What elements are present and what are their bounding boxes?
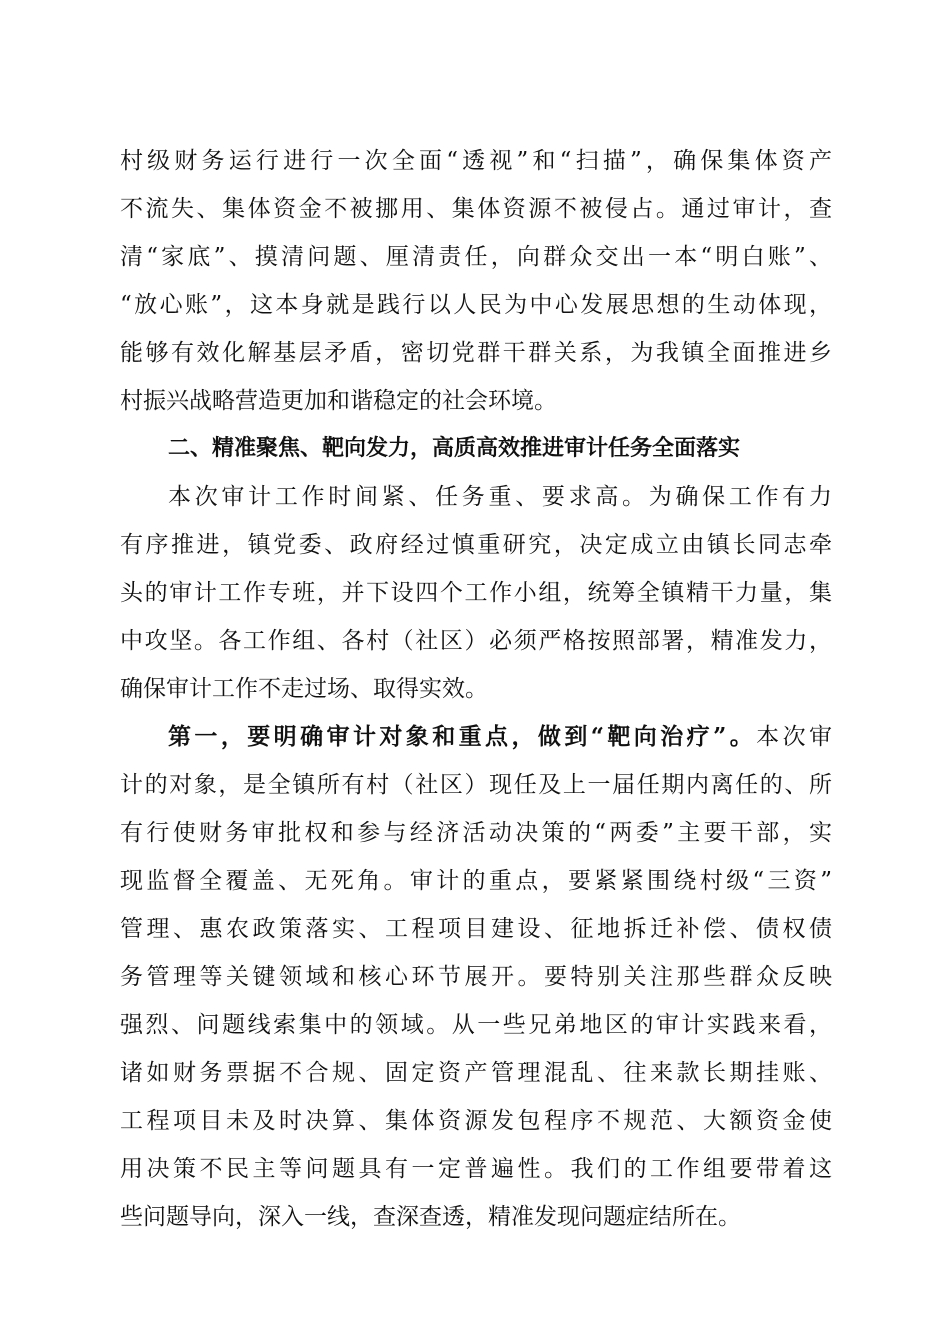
text-line: 管理、惠农政策落实、工程项目建设、征地拆迁补偿、债权债 — [120, 916, 832, 942]
paragraph-work-arrangement — [120, 473, 832, 713]
text-line: 中攻坚。各工作组、各村（社区）必须严格按照部署，精准发力， — [120, 628, 832, 654]
text-line: 务管理等关键领域和核心环节展开。要特别关注那些群众反映 — [120, 964, 832, 990]
text-line: 用决策不民主等问题具有一定普遍性。我们的工作组要带着这 — [120, 1156, 832, 1182]
text-line: 有行使财务审批权和参与经济活动决策的“两委”主要干部，实 — [120, 820, 832, 846]
text-line: 能够有效化解基层矛盾，密切党群干群关系，为我镇全面推进乡 — [120, 340, 832, 366]
text-line: 头的审计工作专班，并下设四个工作小组，统筹全镇精干力量，集 — [120, 580, 832, 606]
text-line: 村振兴战略营造更加和谐稳定的社会环境。 — [120, 388, 557, 414]
text-line: 计的对象，是全镇所有村（社区）现任及上一届任期内离任的、所 — [120, 772, 832, 798]
paragraph-lead-rest: 本次审 — [756, 724, 832, 750]
section-heading: 二、精准聚焦、靶向发力，高质高效推进审计任务全面落实 — [168, 436, 741, 461]
text-line: 有序推进，镇党委、政府经过慎重研究，决定成立由镇长同志牵 — [120, 532, 832, 558]
text-line: 工程项目未及时决算、集体资源发包程序不规范、大额资金使 — [120, 1108, 832, 1134]
paragraph-lead-bold: 第一，要明确审计对象和重点，做到“靶向治疗”。 — [168, 723, 757, 750]
text-line: 强烈、问题线索集中的领域。从一些兄弟地区的审计实践来看， — [120, 1012, 832, 1038]
text-line: “放心账”，这本身就是践行以人民为中心发展思想的生动体现， — [120, 292, 832, 318]
text-line: 诸如财务票据不合规、固定资产管理混乱、往来款长期挂账、 — [120, 1060, 832, 1086]
paragraph-audit-targets — [120, 713, 832, 1241]
document-page — [120, 137, 832, 1241]
text-line: 确保审计工作不走过场、取得实效。 — [120, 676, 488, 702]
paragraph-continuation — [120, 137, 832, 425]
text-line: 村级财务运行进行一次全面“透视”和“扫描”，确保集体资产 — [120, 148, 832, 174]
text-line: 本次审计工作时间紧、任务重、要求高。为确保工作有力 — [168, 484, 832, 510]
text-line: 现监督全覆盖、无死角。审计的重点，要紧紧围绕村级“三资” — [120, 868, 832, 894]
text-line: 清“家底”、摸清问题、厘清责任，向群众交出一本“明白账”、 — [120, 244, 832, 270]
text-line — [120, 713, 832, 761]
text-line: 不流失、集体资金不被挪用、集体资源不被侵占。通过审计，查 — [120, 196, 832, 222]
text-line: 些问题导向，深入一线，查深查透，精准发现问题症结所在。 — [120, 1204, 741, 1230]
